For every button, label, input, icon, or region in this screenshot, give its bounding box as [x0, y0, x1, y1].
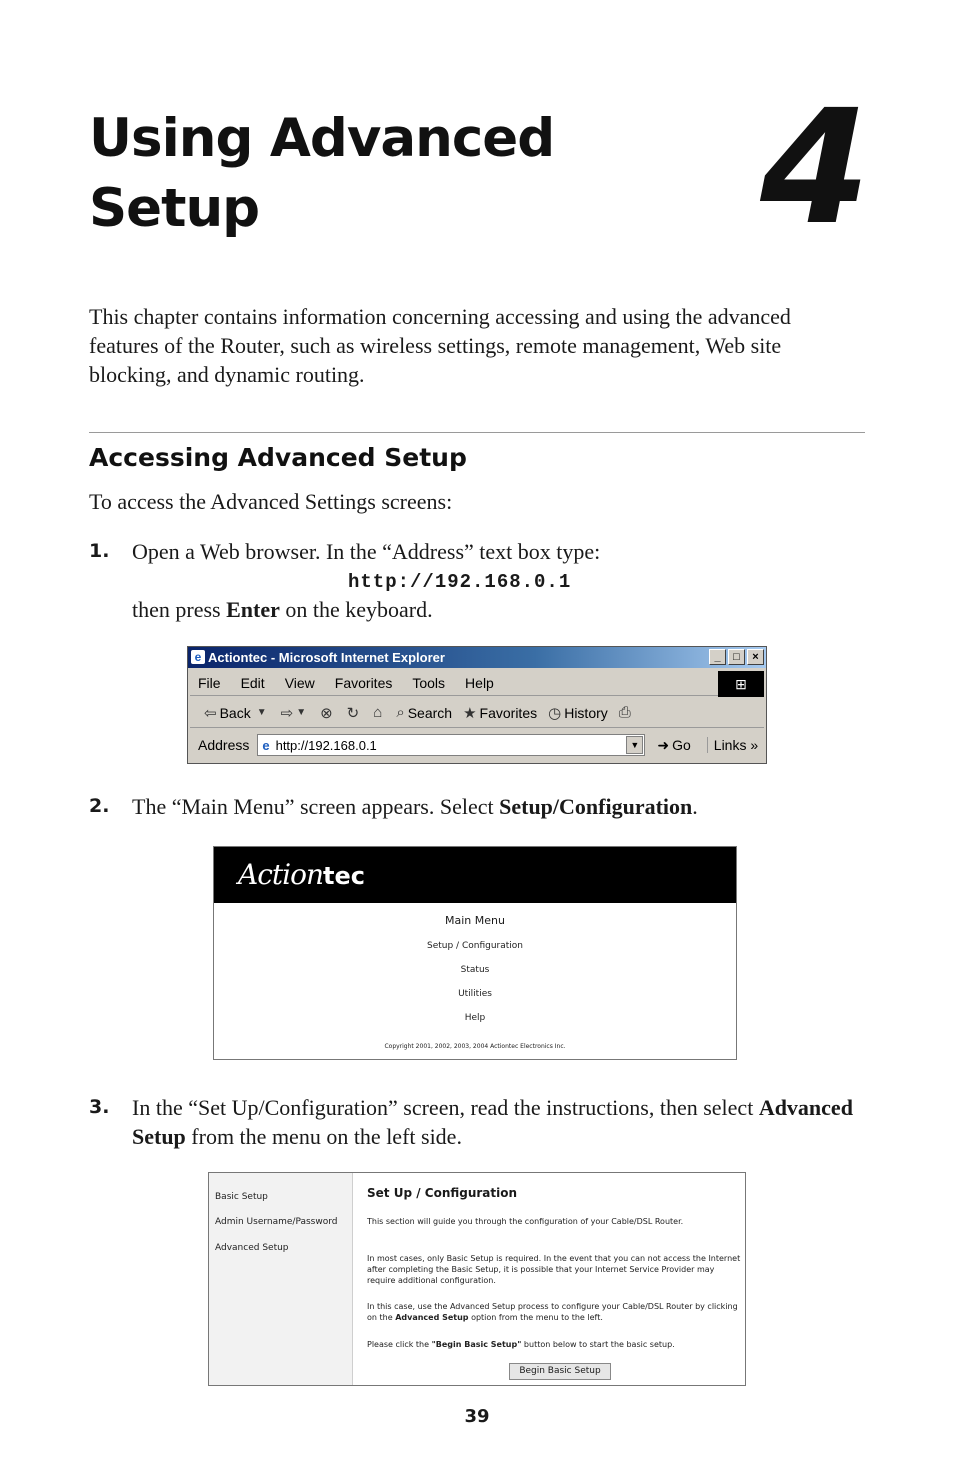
step-2-number: 2.	[89, 795, 110, 817]
back-arrow-icon: ⇦	[204, 704, 217, 722]
setup-paragraph-3	[367, 1301, 741, 1323]
step-3-text-pre: In the “Set Up/Configuration” screen, read the instructions, then select	[132, 1095, 759, 1120]
step-2-text-post: .	[692, 794, 698, 819]
ie-icon: e	[191, 650, 205, 664]
menu-edit[interactable]: Edit	[240, 674, 265, 691]
setup-paragraph-1: This section will guide you through the configuration of your Cable/DSL Router.	[367, 1217, 684, 1226]
setup-paragraph-3-bold: Advanced Setup	[395, 1313, 469, 1322]
history-label: History	[564, 704, 608, 721]
step-2-keyword: Setup/Configuration	[499, 794, 693, 819]
step-3-keyword: Advanced Setup	[132, 1095, 853, 1149]
history-icon: ◷	[548, 704, 562, 722]
copyright-text: Copyright 2001, 2002, 2003, 2004 Actiontec Electronics Inc.	[384, 1043, 566, 1050]
address-dropdown-icon[interactable]: ▼	[626, 736, 643, 754]
setup-paragraph-4-pre: Please click the	[367, 1340, 432, 1349]
menu-tools[interactable]: Tools	[412, 674, 446, 691]
sidebar-item-basic-setup[interactable]: Basic Setup	[215, 1192, 268, 1202]
menu-link-utilities[interactable]: Utilities	[458, 989, 492, 999]
step-1-text-continued	[132, 595, 862, 624]
window-controls	[709, 649, 764, 665]
setup-sidebar	[209, 1173, 353, 1385]
browser-window	[187, 646, 767, 764]
minimize-icon[interactable]: _	[709, 649, 726, 665]
chevron-right-icon: »	[750, 737, 759, 753]
setup-paragraph-2: In most cases, only Basic Setup is required. In the event that you can not access the Internet after completing the Basic Setup, it is possible that your Internet Service Provider may require additional configuration.	[367, 1254, 741, 1285]
menu-favorites[interactable]: Favorites	[334, 674, 393, 691]
main-menu-screenshot	[213, 846, 737, 1060]
search-button[interactable]	[396, 704, 452, 721]
menu-link-help[interactable]: Help	[464, 1013, 486, 1023]
section-heading: Accessing Advanced Setup	[89, 443, 467, 472]
refresh-button[interactable]	[347, 704, 363, 722]
menu-link-status[interactable]: Status	[460, 965, 490, 975]
logo-bold: tec	[323, 862, 365, 890]
forward-arrow-icon: ⇨	[280, 704, 294, 722]
step-1-number: 1.	[89, 540, 110, 562]
step-3-text	[132, 1093, 862, 1151]
setup-configuration-screenshot	[208, 1172, 746, 1386]
go-arrow-icon: ➜	[657, 736, 670, 753]
main-menu-title: Main Menu	[445, 914, 505, 927]
setup-paragraph-4	[367, 1339, 741, 1350]
address-value: http://192.168.0.1	[275, 737, 377, 753]
windows-logo-icon: ⊞	[718, 671, 764, 697]
intro-paragraph: This chapter contains information concerning accessing and using the advanced features of the Router, such as wireless settings, remote management, Web site blocking, and dynamic routing.	[89, 304, 791, 387]
browser-title-bar	[188, 647, 766, 668]
step-1-text-pre: then press	[132, 597, 227, 622]
logo-script: Action	[238, 858, 323, 891]
browser-menu-bar	[190, 670, 764, 696]
menu-view[interactable]: View	[284, 674, 315, 691]
setup-paragraph-4-post: button below to start the basic setup.	[521, 1340, 675, 1349]
forward-button[interactable]	[281, 704, 309, 722]
main-menu-header	[214, 847, 736, 903]
close-icon[interactable]: ×	[747, 649, 764, 665]
chevron-down-icon: ▼	[296, 707, 307, 718]
step-1-text: Open a Web browser. In the “Address” text box type:	[132, 539, 601, 564]
setup-paragraph-4-bold: "Begin Basic Setup"	[431, 1340, 522, 1349]
chapter-number: 4	[760, 76, 870, 260]
chevron-down-icon: ▼	[256, 707, 267, 718]
step-1-text-post: on the keyboard.	[279, 597, 433, 622]
menu-link-setup-configuration[interactable]: Setup / Configuration	[427, 941, 523, 951]
browser-title: Actiontec - Microsoft Internet Explorer	[208, 650, 445, 665]
actiontec-logo	[238, 857, 365, 894]
home-button[interactable]	[373, 704, 385, 721]
search-icon: ⌕	[396, 704, 405, 721]
step-1-url: http://192.168.0.1	[348, 571, 572, 593]
page-number: 39	[464, 1406, 490, 1427]
begin-basic-setup-button[interactable]: Begin Basic Setup	[509, 1363, 611, 1380]
address-label: Address	[198, 737, 250, 753]
go-label: Go	[672, 737, 691, 753]
stop-button[interactable]	[320, 704, 336, 722]
stop-icon: ⊗	[320, 704, 333, 722]
sidebar-item-advanced-setup[interactable]: Advanced Setup	[215, 1243, 289, 1253]
home-icon: ⌂	[373, 704, 383, 721]
step-2-text-pre: The “Main Menu” screen appears. Select	[132, 794, 500, 819]
step-1-keyword: Enter	[226, 597, 280, 622]
favorites-button[interactable]	[463, 704, 537, 722]
menu-file[interactable]: File	[198, 674, 221, 691]
history-button[interactable]	[548, 704, 608, 722]
browser-toolbar	[190, 698, 764, 728]
step-2-text	[132, 792, 862, 821]
step-3-text-post: from the menu on the left side.	[185, 1124, 462, 1149]
setup-paragraph-3-pre: In this case, use the Advanced Setup process to configure your Cable/DSL Router by clicking on the	[367, 1302, 738, 1322]
section-divider	[89, 432, 865, 433]
section-lead: To access the Advanced Settings screens:	[89, 489, 453, 514]
maximize-icon[interactable]: □	[728, 649, 745, 665]
search-label: Search	[407, 704, 453, 721]
chapter-title-line-1: Using Advanced	[89, 108, 555, 169]
back-label: Back	[219, 704, 251, 721]
address-input[interactable]	[257, 734, 645, 756]
links-label: Links	[713, 737, 747, 753]
address-bar	[190, 730, 764, 760]
menu-help[interactable]: Help	[465, 674, 494, 691]
setup-paragraph-3-post: option from the menu to the left.	[468, 1313, 603, 1322]
print-icon: ⎙	[618, 704, 631, 721]
sidebar-item-admin-username-password[interactable]: Admin Username/Password	[215, 1217, 338, 1227]
back-button[interactable]	[204, 704, 270, 722]
page-icon: e	[262, 737, 270, 753]
chapter-title	[89, 104, 649, 244]
step-3-number: 3.	[89, 1096, 110, 1118]
refresh-icon: ↻	[346, 704, 360, 722]
links-button[interactable]	[707, 737, 758, 753]
go-button[interactable]	[657, 737, 690, 754]
favorites-label: Favorites	[479, 704, 538, 721]
print-button[interactable]	[619, 704, 634, 721]
setup-heading: Set Up / Configuration	[367, 1186, 518, 1200]
chapter-title-line-2: Setup	[89, 178, 260, 239]
favorites-icon: ★	[463, 704, 477, 722]
